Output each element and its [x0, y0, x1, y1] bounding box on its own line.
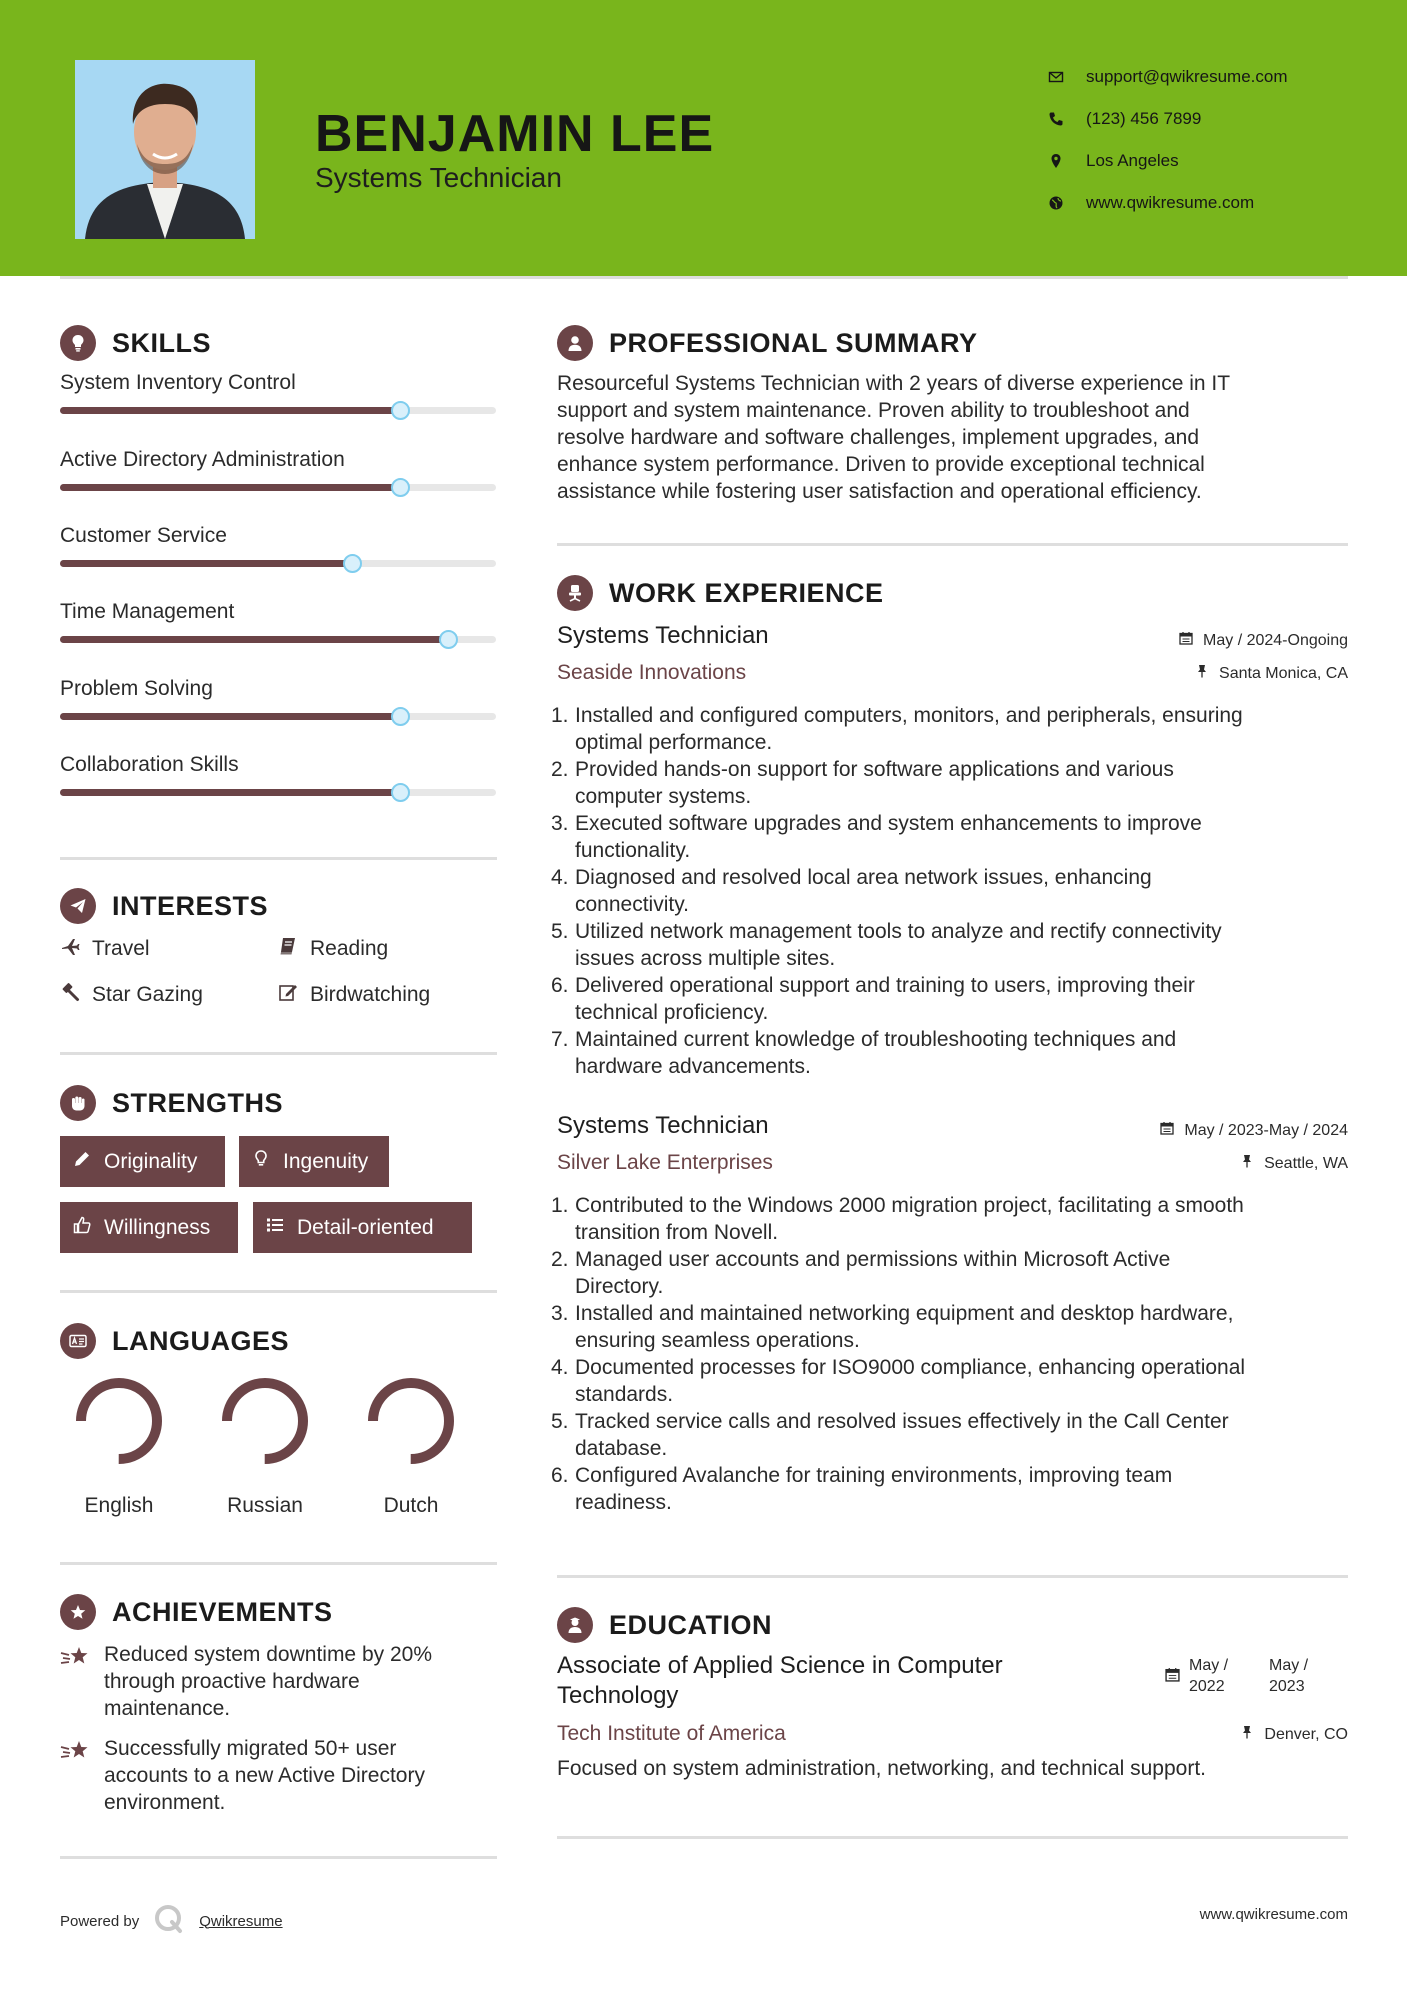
- duty-line: Tracked service calls and resolved issues effectively in the Call Center: [575, 1410, 1229, 1433]
- duty-number: 7.: [551, 1028, 569, 1051]
- duty-item: [551, 1246, 1349, 1300]
- thumbs-up-icon: [72, 1215, 104, 1241]
- interest-item: [278, 982, 430, 1008]
- job-date: [1160, 1121, 1348, 1140]
- language-item: [64, 1374, 174, 1518]
- gavel-icon: [60, 982, 92, 1008]
- languages-heading: [60, 1323, 289, 1359]
- skills-title: SKILLS: [112, 327, 212, 358]
- skill-bar-fill: [60, 407, 400, 414]
- duty-line: Utilized network management tools to analyze and rectify connectivity: [575, 920, 1222, 943]
- duty-number: 3.: [551, 1302, 569, 1325]
- degree-line: Associate of Applied Science in Computer: [557, 1652, 1003, 1679]
- duty-item: [551, 864, 1349, 918]
- duty-line: Maintained current knowledge of troubleshooting techniques and: [575, 1028, 1177, 1051]
- edit-icon: [278, 982, 310, 1008]
- envelope-icon: [1048, 69, 1086, 85]
- skill-bar-fill: [60, 713, 400, 720]
- duty-line: computer systems.: [575, 785, 752, 808]
- skill-bar-knob: [439, 630, 458, 649]
- achievement-line: environment.: [104, 1791, 226, 1814]
- interest-label: Reading: [310, 937, 389, 960]
- interest-label: Star Gazing: [92, 983, 203, 1006]
- calendar-icon: [1179, 631, 1203, 650]
- strength-tag: [60, 1202, 238, 1253]
- strength-label: Ingenuity: [283, 1149, 369, 1173]
- skill-bar-knob: [343, 554, 362, 573]
- interest-item: [278, 936, 388, 962]
- job-role: Systems Technician: [557, 622, 769, 649]
- duty-item: [551, 1192, 1349, 1246]
- duty-line: Delivered operational support and training to users, improving their: [575, 974, 1195, 997]
- duty-number: 1.: [551, 704, 569, 727]
- achievements-title: ACHIEVEMENTS: [112, 1596, 333, 1627]
- languages-title: LANGUAGES: [112, 1325, 290, 1356]
- skill-bar-knob: [391, 401, 410, 420]
- education-start-date: [1189, 1655, 1269, 1697]
- section-divider: [557, 1575, 1348, 1578]
- skill-bar: [60, 636, 496, 643]
- job-date-text: May / 2023-May / 2024: [1184, 1121, 1348, 1139]
- achievements-heading: [60, 1594, 333, 1630]
- strength-label: Willingness: [104, 1215, 211, 1239]
- skill-item: [60, 371, 496, 395]
- duty-line: optimal performance.: [575, 731, 773, 754]
- education-description: Focused on system administration, networking, and technical support.: [557, 1757, 1207, 1780]
- duty-number: 2.: [551, 1248, 569, 1271]
- phone-icon: [1048, 111, 1086, 127]
- strength-label: Detail-oriented: [297, 1215, 434, 1239]
- education-school: Tech Institute of America: [557, 1722, 786, 1745]
- skill-item: [60, 448, 496, 472]
- section-divider: [557, 1836, 1348, 1839]
- language-gauge: [218, 1374, 312, 1468]
- job-location-text: Santa Monica, CA: [1219, 664, 1348, 682]
- header-divider: [60, 276, 1348, 279]
- language-label: Russian: [227, 1494, 303, 1517]
- footer-website-link[interactable]: www.qwikresume.com: [1199, 1906, 1348, 1923]
- summary-line: assistance while fostering user satisfaction and operational efficiency.: [557, 480, 1202, 503]
- duty-line: Provided hands-on support for software applications and various: [575, 758, 1174, 781]
- summary-title: PROFESSIONAL SUMMARY: [609, 327, 978, 358]
- duty-item: [551, 756, 1349, 810]
- skill-bar-fill: [60, 789, 400, 796]
- strengths-title: STRENGTHS: [112, 1087, 284, 1118]
- date-part: May /: [1189, 1657, 1229, 1674]
- duty-line: functionality.: [575, 839, 691, 862]
- section-divider: [60, 1052, 497, 1055]
- interest-item: [60, 982, 203, 1008]
- education-location-text: Denver, CO: [1264, 1725, 1348, 1743]
- qwikresume-logo-icon: [139, 1903, 199, 1939]
- pencil-icon: [72, 1149, 104, 1175]
- section-divider: [60, 857, 497, 860]
- qwikresume-link[interactable]: Qwikresume: [199, 1912, 283, 1930]
- strength-tag: [253, 1202, 472, 1253]
- skill-bar-knob: [391, 478, 410, 497]
- contact-website[interactable]: [1048, 182, 1378, 224]
- duty-line: Managed user accounts and permissions within Microsoft Active: [575, 1248, 1171, 1271]
- skill-bar-fill: [60, 560, 352, 567]
- duty-line: database.: [575, 1437, 668, 1460]
- duty-item: [551, 1300, 1349, 1354]
- skill-bar-knob: [391, 783, 410, 802]
- shooting-star-icon: [60, 1735, 104, 1816]
- job-location-text: Seattle, WA: [1264, 1154, 1348, 1172]
- summary-line: Resourceful Systems Technician with 2 years of diverse experience in IT: [557, 372, 1231, 395]
- header-banner: [0, 0, 1407, 276]
- user-icon: [557, 325, 593, 361]
- profile-photo: [75, 60, 255, 239]
- powered-by: [60, 1903, 283, 1939]
- job-location: [1195, 664, 1348, 683]
- duty-number: 3.: [551, 812, 569, 835]
- contact-email-text: support@qwikresume.com: [1086, 67, 1288, 86]
- skill-bar-fill: [60, 484, 400, 491]
- achievement-line: accounts to a new Active Directory: [104, 1764, 425, 1787]
- candidate-title: Systems Technician: [315, 162, 562, 193]
- education-end-date: [1269, 1655, 1329, 1697]
- duty-line: Executed software upgrades and system enhancements to improve: [575, 812, 1202, 835]
- skill-bar: [60, 484, 496, 491]
- list-icon: [265, 1215, 297, 1241]
- strength-tag: [60, 1136, 225, 1187]
- pushpin-icon: [1240, 1725, 1264, 1744]
- achievement-line: Reduced system downtime by 20%: [104, 1643, 432, 1666]
- achievement-item: [60, 1735, 500, 1816]
- skill-item: [60, 524, 496, 548]
- skill-item: [60, 600, 496, 624]
- section-divider: [60, 1290, 497, 1293]
- job-role: Systems Technician: [557, 1112, 769, 1139]
- star-badge-icon: [60, 1594, 96, 1630]
- duty-number: 6.: [551, 1464, 569, 1487]
- duty-number: 5.: [551, 1410, 569, 1433]
- duty-line: Directory.: [575, 1275, 664, 1298]
- duty-line: Contributed to the Windows 2000 migration project, facilitating a smooth: [575, 1194, 1244, 1217]
- language-gauge: [72, 1374, 166, 1468]
- summary-text: [557, 370, 1347, 505]
- duty-item: [551, 1026, 1349, 1080]
- date-part: 2023: [1269, 1678, 1305, 1695]
- duty-item: [551, 1354, 1349, 1408]
- strength-tag: [239, 1136, 389, 1187]
- duty-line: Installed and maintained networking equipment and desktop hardware,: [575, 1302, 1234, 1325]
- lightbulb-icon: [60, 325, 96, 361]
- language-item: [210, 1374, 320, 1518]
- lightbulb-icon: [251, 1149, 283, 1175]
- powered-by-label: Powered by: [60, 1912, 140, 1930]
- skill-bar: [60, 713, 496, 720]
- duty-number: 5.: [551, 920, 569, 943]
- pushpin-icon: [1240, 1154, 1264, 1173]
- calendar-icon: [1165, 1655, 1189, 1697]
- calendar-icon: [1160, 1121, 1184, 1140]
- skill-bar: [60, 407, 496, 414]
- education-dates: [1165, 1655, 1329, 1697]
- job-location: [1240, 1154, 1348, 1173]
- skill-item: [60, 753, 496, 777]
- interests-title: INTERESTS: [112, 890, 269, 921]
- education-heading: [557, 1607, 772, 1643]
- job-company: Seaside Innovations: [557, 661, 747, 684]
- job-company: Silver Lake Enterprises: [557, 1151, 773, 1174]
- language-card-icon: [60, 1323, 96, 1359]
- skill-label: Active Directory Administration: [60, 448, 345, 471]
- pushpin-icon: [1195, 664, 1219, 683]
- interest-label: Travel: [92, 937, 150, 960]
- contact-website-text: www.qwikresume.com: [1086, 193, 1255, 212]
- education-title: EDUCATION: [609, 1609, 772, 1640]
- skill-bar: [60, 789, 496, 796]
- contact-email[interactable]: [1048, 56, 1378, 98]
- duty-number: 4.: [551, 1356, 569, 1379]
- education-degree: [557, 1651, 1117, 1711]
- experience-heading: [557, 575, 884, 611]
- duty-line: hardware advancements.: [575, 1055, 811, 1078]
- paper-plane-icon: [60, 888, 96, 924]
- contact-list: [1048, 56, 1378, 224]
- duty-item: [551, 810, 1349, 864]
- date-part: May /: [1269, 1657, 1309, 1674]
- section-divider: [60, 1562, 497, 1565]
- date-part: 2022: [1189, 1678, 1225, 1695]
- duty-line: standards.: [575, 1383, 674, 1406]
- duty-line: Installed and configured computers, monitors, and peripherals, ensuring: [575, 704, 1243, 727]
- duty-line: issues across multiple sites.: [575, 947, 836, 970]
- summary-line: support and system maintenance. Proven ability to troubleshoot and: [557, 399, 1190, 422]
- job-date: [1179, 631, 1348, 650]
- duty-line: Documented processes for ISO9000 compliance, enhancing operational: [575, 1356, 1246, 1379]
- contact-location: [1048, 140, 1378, 182]
- experience-title: WORK EXPERIENCE: [609, 577, 884, 608]
- duty-item: [551, 1462, 1349, 1516]
- book-icon: [278, 936, 310, 962]
- duty-line: connectivity.: [575, 893, 689, 916]
- achievement-line: through proactive hardware: [104, 1670, 360, 1693]
- interest-label: Birdwatching: [310, 983, 431, 1006]
- degree-line: Technology: [557, 1682, 679, 1709]
- summary-heading: [557, 325, 978, 361]
- skills-heading: [60, 325, 211, 361]
- contact-phone-text: (123) 456 7899: [1086, 109, 1202, 128]
- duty-line: readiness.: [575, 1491, 672, 1514]
- section-divider: [557, 543, 1348, 546]
- skill-label: Customer Service: [60, 524, 227, 547]
- job-duties-list: [551, 1192, 1349, 1516]
- skill-bar: [60, 560, 496, 567]
- duty-item: [551, 972, 1349, 1026]
- interests-heading: [60, 888, 268, 924]
- language-label: Dutch: [383, 1494, 439, 1517]
- achievement-item: [60, 1641, 500, 1722]
- skill-item: [60, 677, 496, 701]
- duty-line: Diagnosed and resolved local area network issues, enhancing: [575, 866, 1152, 889]
- duty-number: 4.: [551, 866, 569, 889]
- strengths-heading: [60, 1085, 283, 1121]
- skill-label: Problem Solving: [60, 677, 213, 700]
- summary-line: resolve hardware and software challenges, implement upgrades, and: [557, 426, 1200, 449]
- skill-label: System Inventory Control: [60, 371, 296, 394]
- duty-item: [551, 1408, 1349, 1462]
- duty-item: [551, 918, 1349, 972]
- language-gauge: [364, 1374, 458, 1468]
- candidate-name: BENJAMIN LEE: [315, 105, 715, 163]
- section-divider: [60, 1856, 497, 1859]
- duty-line: technical proficiency.: [575, 1001, 769, 1024]
- duty-line: transition from Novell.: [575, 1221, 779, 1244]
- job-date-text: May / 2024-Ongoing: [1203, 631, 1348, 649]
- duty-number: 1.: [551, 1194, 569, 1217]
- fist-icon: [60, 1085, 96, 1121]
- shooting-star-icon: [60, 1641, 104, 1722]
- graduate-icon: [557, 1607, 593, 1643]
- achievement-line: maintenance.: [104, 1697, 231, 1720]
- skill-label: Collaboration Skills: [60, 753, 239, 776]
- duty-item: [551, 702, 1349, 756]
- plane-icon: [60, 936, 92, 962]
- summary-line: enhance system performance. Driven to provide exceptional technical: [557, 453, 1205, 476]
- duty-line: ensuring seamless operations.: [575, 1329, 860, 1352]
- skill-label: Time Management: [60, 600, 235, 623]
- achievement-line: Successfully migrated 50+ user: [104, 1737, 397, 1760]
- duty-number: 6.: [551, 974, 569, 997]
- duty-number: 2.: [551, 758, 569, 781]
- interest-item: [60, 936, 150, 962]
- language-label: English: [84, 1494, 154, 1517]
- map-pin-icon: [1048, 153, 1086, 169]
- language-item: [356, 1374, 466, 1518]
- skill-bar-knob: [391, 707, 410, 726]
- office-chair-icon: [557, 575, 593, 611]
- strength-label: Originality: [104, 1149, 198, 1173]
- contact-phone[interactable]: [1048, 98, 1378, 140]
- contact-location-text: Los Angeles: [1086, 151, 1179, 170]
- education-location: [1240, 1725, 1348, 1744]
- skill-bar-fill: [60, 636, 448, 643]
- duty-line: Configured Avalanche for training environments, improving team: [575, 1464, 1173, 1487]
- globe-icon: [1048, 195, 1086, 211]
- job-duties-list: [551, 702, 1349, 1080]
